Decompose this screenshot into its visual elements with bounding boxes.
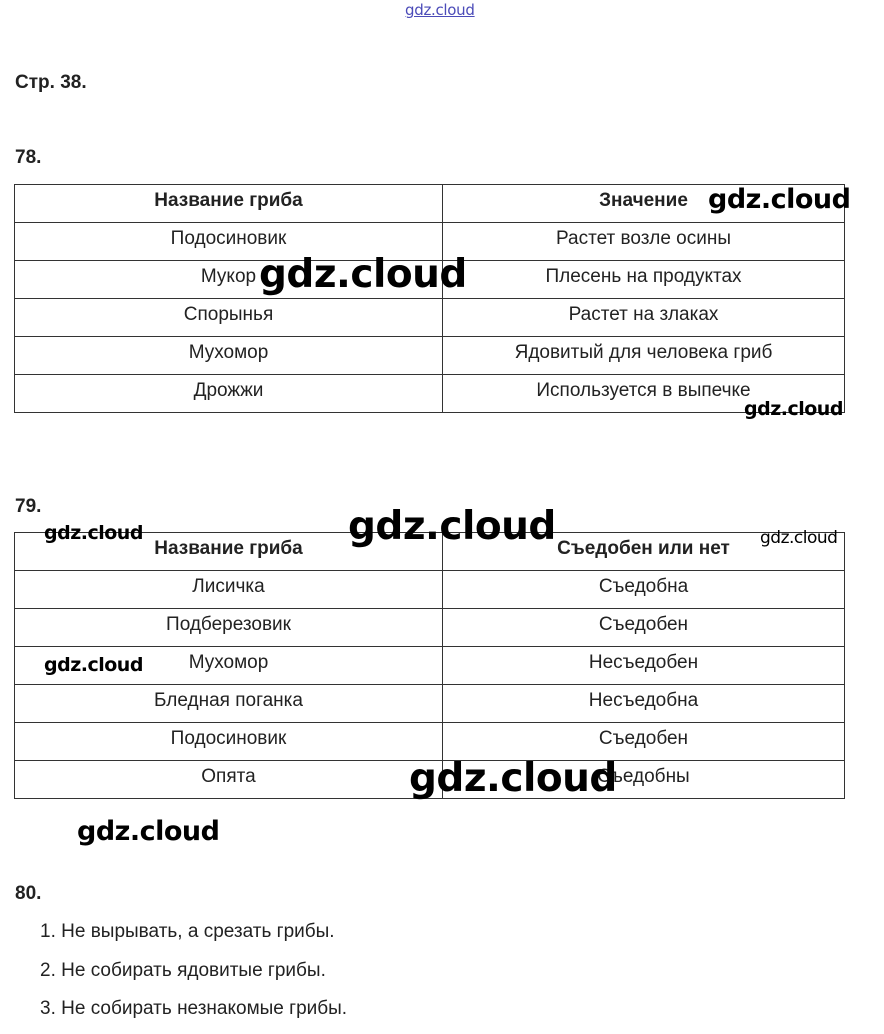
list-item: 3. Не собирать незнакомые грибы.: [40, 998, 348, 1019]
list-item: 2. Не собирать ядовитые грибы.: [40, 959, 326, 981]
table-row: [15, 571, 845, 609]
table-cell: Лисичка: [15, 571, 443, 609]
site-link[interactable]: gdz.cloud: [405, 1, 475, 19]
column-header-meaning: Значение: [443, 185, 845, 223]
table-cell: Ядовитый для человека гриб: [443, 337, 845, 375]
table-cell: Мухомор: [15, 337, 443, 375]
task-78-table: [14, 184, 845, 413]
table-cell: Растет возле осины: [443, 223, 845, 261]
task-80-number: 80.: [15, 883, 42, 904]
watermark: gdz.cloud: [348, 504, 556, 549]
table-cell: Подосиновик: [15, 223, 443, 261]
watermark: gdz.cloud: [77, 816, 220, 847]
watermark: gdz.cloud: [44, 522, 143, 544]
task-78-number: 78.: [15, 147, 42, 168]
table-cell: Несъедобен: [443, 647, 845, 685]
task-79-number: 79.: [15, 496, 42, 517]
list-item: 1. Не вырывать, а срезать грибы.: [40, 921, 335, 942]
table-cell: Подберезовик: [15, 609, 443, 647]
column-header-edibility: Съедобен или нет: [443, 533, 845, 571]
table-row: [15, 723, 845, 761]
table-cell: Бледная поганка: [15, 685, 443, 723]
table-cell: Опята: [15, 761, 443, 799]
table-cell: Несъедобна: [443, 685, 845, 723]
table-row: [15, 375, 845, 413]
table-row: [15, 609, 845, 647]
table-cell: Съедобна: [443, 571, 845, 609]
table-cell: Съедобен: [443, 609, 845, 647]
table-cell: Спорынья: [15, 299, 443, 337]
watermark: gdz.cloud: [708, 184, 851, 215]
table-cell: Подосиновик: [15, 723, 443, 761]
table-cell: Мухомор: [15, 647, 443, 685]
table-cell: Мукор: [15, 261, 443, 299]
table-cell: Используется в выпечке: [443, 375, 845, 413]
table-cell: Дрожжи: [15, 375, 443, 413]
watermark: gdz.cloud: [744, 398, 843, 420]
watermark: gdz.cloud: [44, 654, 143, 676]
task-80-list: [40, 918, 347, 1034]
column-header-mushroom-name: Название гриба: [15, 533, 443, 571]
page-title: Стр. 38.: [15, 72, 87, 93]
watermark: gdz.cloud: [259, 252, 467, 297]
table-cell: Растет на злаках: [443, 299, 845, 337]
watermark: gdz.cloud: [409, 756, 617, 801]
table-row: [15, 299, 845, 337]
column-header-mushroom-name: Название гриба: [15, 185, 443, 223]
table-cell: Съедобен: [443, 723, 845, 761]
watermark: gdz.cloud: [760, 528, 838, 548]
table-cell: Съедобны: [443, 761, 845, 799]
table-cell: Плесень на продуктах: [443, 261, 845, 299]
table-row: [15, 685, 845, 723]
table-row: [15, 337, 845, 375]
